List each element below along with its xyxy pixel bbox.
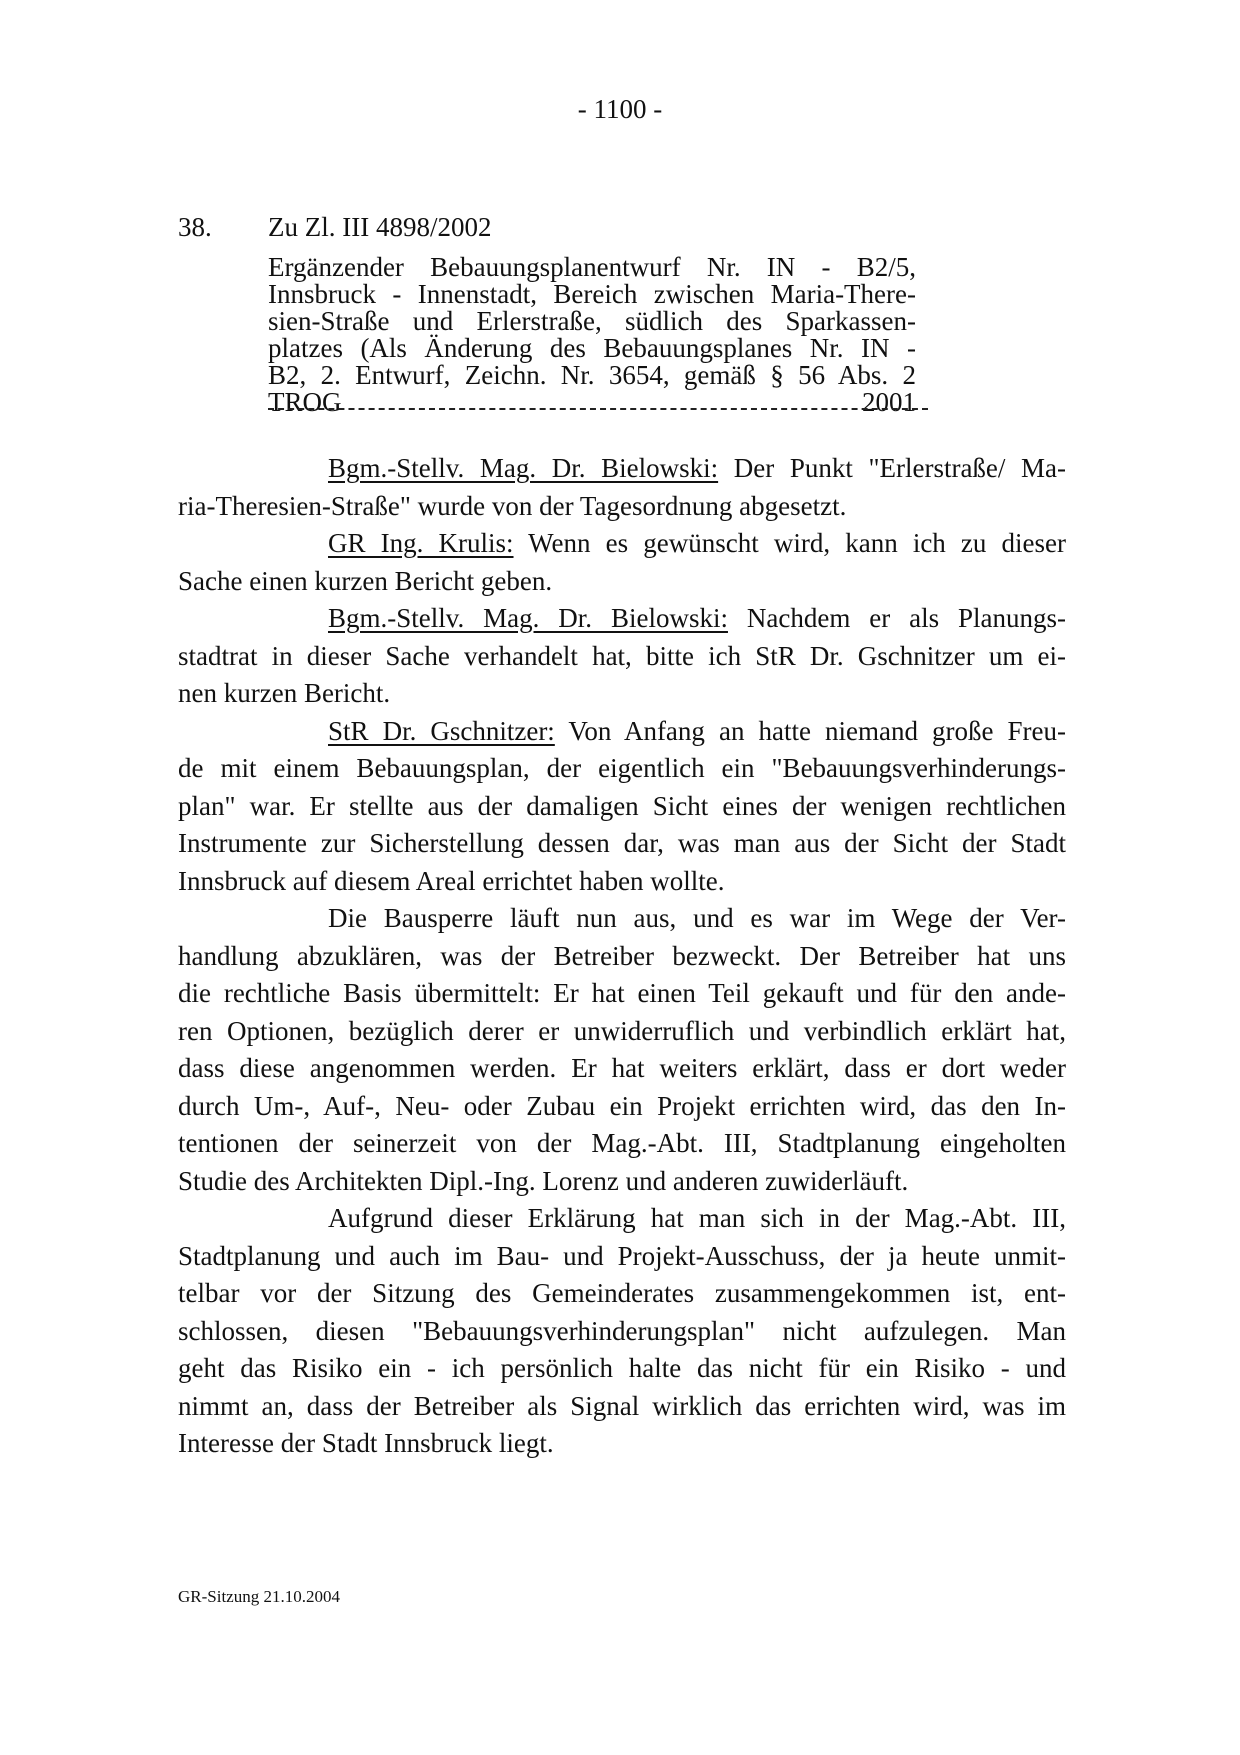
statement-text: dass diese angenommen werden. Er hat weiters erklärt, dass er dort weder	[178, 1053, 1066, 1083]
paragraph-bausperre	[178, 900, 1066, 1200]
subject-line: B2, 2. Entwurf, Zeichn. Nr. 3654, gemäß § 56 Abs. 2	[268, 360, 916, 390]
statement-text: schlossen, diesen "Bebauungsverhinderungsplan" nicht aufzulegen. Man	[178, 1315, 1066, 1346]
speaker-name: GR Ing. Krulis:	[328, 528, 514, 558]
statement-text: nimmt an, dass der Betreiber als Signal wirklich das errichten wird, was im	[178, 1390, 1066, 1421]
statement-text: die rechtliche Basis übermittelt: Er hat einen Teil gekauft und für den ande-	[178, 978, 1066, 1008]
statement-text: geht das Risiko ein - ich persönlich halte das nicht für ein Risiko - und	[178, 1353, 1066, 1383]
subject-line: platzes (Als Änderung des Bebauungsplanes Nr. IN -	[268, 333, 916, 363]
statement-text: nen kurzen Bericht.	[178, 678, 391, 708]
footer-session-date: GR-Sitzung 21.10.2004	[178, 1587, 340, 1606]
statement-text: Nachdem er als Planungs-	[746, 603, 1067, 633]
statement-text: telbar vor der Sitzung des Gemeinderates zusammengekommen ist, ent-	[178, 1278, 1066, 1308]
subject-line: sien-Straße und Erlerstraße, südlich des Sparkassen-	[268, 306, 916, 336]
statement-bielowski-2	[178, 600, 1066, 713]
speaker-name: Bgm.-Stellv. Mag. Dr. Bielowski:	[328, 453, 719, 483]
statement-text: plan" war. Er stellte aus der damaligen Sicht eines der wenigen rechtlichen	[178, 790, 1066, 821]
statement-text: Studie des Architekten Dipl.-Ing. Lorenz und anderen zuwiderläuft.	[178, 1165, 909, 1196]
minutes-body	[178, 450, 1066, 1463]
statement-text: Interesse der Stadt Innsbruck liegt.	[178, 1428, 554, 1458]
statement-gschnitzer	[178, 713, 1066, 901]
statement-bielowski-1	[178, 450, 1066, 525]
statement-text: handlung abzuklären, was der Betreiber bezweckt. Der Betreiber hat uns	[178, 940, 1066, 971]
agenda-item-subject	[268, 254, 916, 416]
page-number: - 1100 -	[577, 94, 663, 124]
paragraph-erklaerung	[178, 1200, 1066, 1463]
statement-text: tentionen der seinerzeit von der Mag.-Abt. III, Stadtplanung eingeholten	[178, 1128, 1066, 1158]
statement-text: Sache einen kurzen Bericht geben.	[178, 565, 553, 596]
statement-text: Instrumente zur Sicherstellung dessen dar, was man aus der Sicht der Stadt	[178, 828, 1066, 858]
statement-text: Von Anfang an hatte niemand große Freu-	[568, 715, 1066, 746]
subject-line: TROG 2001	[268, 387, 916, 417]
statement-text: ren Optionen, bezüglich derer er unwiderruflich und verbindlich erklärt hat,	[178, 1015, 1066, 1046]
speaker-name: StR Dr. Gschnitzer:	[328, 715, 555, 746]
statement-text: Der Punkt "Erlerstraße/ Ma-	[733, 453, 1067, 483]
statement-krulis	[178, 525, 1066, 600]
subject-line: Ergänzender Bebauungsplanentwurf Nr. IN - B2/5,	[268, 252, 916, 282]
subject-line: Innsbruck - Innenstadt, Bereich zwischen Maria-There-	[268, 279, 916, 309]
statement-text: ria-Theresien-Straße" wurde von der Tagesordnung abgesetzt.	[178, 490, 847, 521]
speaker-name: Bgm.-Stellv. Mag. Dr. Bielowski:	[328, 603, 728, 633]
dashed-separator	[268, 408, 928, 410]
statement-text: Stadtplanung und auch im Bau- und Projekt-Ausschuss, der ja heute unmit-	[178, 1240, 1066, 1271]
statement-text: de mit einem Bebauungsplan, der eigentlich ein "Bebauungsverhinderungs-	[178, 753, 1066, 783]
agenda-item-number: 38.	[178, 212, 212, 242]
statement-text: Wenn es gewünscht wird, kann ich zu dieser	[528, 528, 1067, 558]
statement-text: Aufgrund dieser Erklärung hat man sich in der Mag.-Abt. III,	[328, 1203, 1066, 1233]
statement-text: Die Bausperre läuft nun aus, und es war im Wege der Ver-	[328, 903, 1066, 933]
statement-text: stadtrat in dieser Sache verhandelt hat, bitte ich StR Dr. Gschnitzer um ei-	[178, 640, 1066, 671]
agenda-item-reference: Zu Zl. III 4898/2002	[268, 212, 492, 242]
statement-text: durch Um-, Auf-, Neu- oder Zubau ein Projekt errichten wird, das den In-	[178, 1090, 1066, 1121]
statement-text: Innsbruck auf diesem Areal errichtet haben wollte.	[178, 865, 725, 896]
